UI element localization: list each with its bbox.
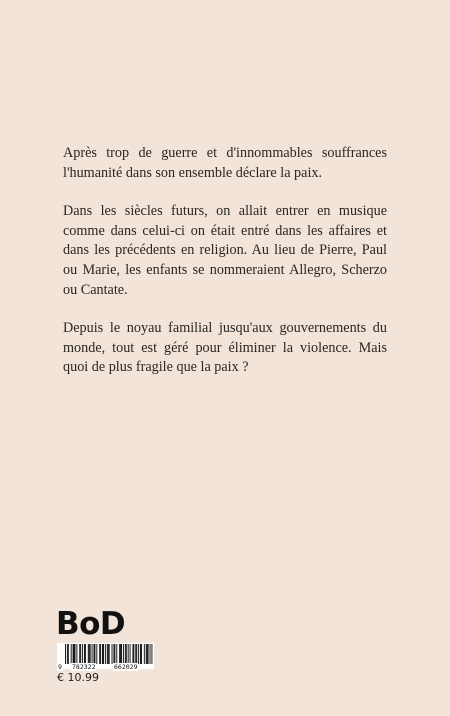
barcode-bar xyxy=(107,644,108,664)
barcode-bar xyxy=(147,644,148,664)
barcode-bar xyxy=(71,644,72,664)
barcode-bar xyxy=(125,644,126,664)
barcode-bar xyxy=(99,644,100,664)
barcode-bar xyxy=(79,644,80,664)
blurb-paragraph-1: Après trop de guerre et d'innommables souffrances l'humanité dans son ensemble déclare la paix. xyxy=(63,145,387,181)
barcode-bar xyxy=(114,644,115,664)
barcode-bar xyxy=(82,644,83,664)
barcode-bar xyxy=(75,644,76,664)
barcode-bar xyxy=(90,644,91,664)
barcode-bar xyxy=(92,644,93,664)
barcode-bar xyxy=(67,644,68,664)
barcode-bar xyxy=(133,644,134,664)
isbn-barcode xyxy=(57,643,154,669)
barcode-bar xyxy=(112,644,113,664)
barcode-bar xyxy=(150,644,151,664)
barcode-bar xyxy=(65,644,66,664)
barcode-bar xyxy=(126,644,127,664)
barcode-bar xyxy=(151,644,152,664)
barcode-first-digit: 9 xyxy=(58,663,62,671)
barcode-bar xyxy=(100,644,101,664)
barcode-bar xyxy=(144,644,145,664)
barcode-bar xyxy=(74,644,75,664)
barcode-bar xyxy=(136,644,137,664)
barcode-bar xyxy=(84,644,85,664)
barcode-bar xyxy=(89,644,90,664)
barcode-bar xyxy=(102,644,103,664)
barcode-bar xyxy=(120,644,121,664)
barcode-bar xyxy=(88,644,89,664)
barcode-bar xyxy=(108,644,109,664)
barcode-bar xyxy=(73,644,74,664)
barcode-bar xyxy=(148,644,149,664)
barcode-bar xyxy=(96,644,97,664)
barcode-digits xyxy=(57,663,154,671)
barcode-group-2: 662029 xyxy=(114,663,138,671)
blurb-paragraph-2: Dans les siècles futurs, on allait entrer en musique comme dans celui-ci on était entré dans les affaires et dans les précédents en religion. Au lieu de Pierre, Paul ou Marie, les enfants se nommeraient Allegro, Scherzo ou Cantate. xyxy=(63,203,387,298)
blurb-paragraph-3: Depuis le noyau familial jusqu'aux gouvernements du monde, tout est géré pour éliminer la violence. Mais quoi de plus fragile que la paix ? xyxy=(63,320,387,376)
barcode-bar xyxy=(121,644,122,664)
barcode-bar xyxy=(103,644,104,664)
barcode-bar xyxy=(141,644,142,664)
barcode-bar xyxy=(85,644,86,664)
barcode-bar xyxy=(128,644,129,664)
barcode-bar xyxy=(123,644,124,664)
barcode-bar xyxy=(119,644,120,664)
barcode-bar xyxy=(105,644,106,664)
barcode-bar xyxy=(68,644,69,664)
barcode-bar xyxy=(135,644,136,664)
barcode-bar xyxy=(94,644,95,664)
price-label: € 10.99 xyxy=(57,671,99,684)
barcode-bar xyxy=(146,644,147,664)
barcode-bars xyxy=(57,643,154,665)
barcode-bar xyxy=(109,644,110,664)
back-cover-blurb xyxy=(63,144,387,397)
barcode-bar xyxy=(130,644,131,664)
barcode-bar xyxy=(94,644,95,664)
barcode-bar xyxy=(140,644,141,664)
barcode-bar xyxy=(80,644,81,664)
barcode-bar xyxy=(113,644,114,664)
barcode-group-1: 782322 xyxy=(72,663,96,671)
barcode-bar xyxy=(116,644,117,664)
barcode-bar xyxy=(132,644,133,664)
publisher-logo: BoD xyxy=(56,606,126,642)
barcode-bar xyxy=(76,644,77,664)
barcode-bar xyxy=(138,644,139,664)
